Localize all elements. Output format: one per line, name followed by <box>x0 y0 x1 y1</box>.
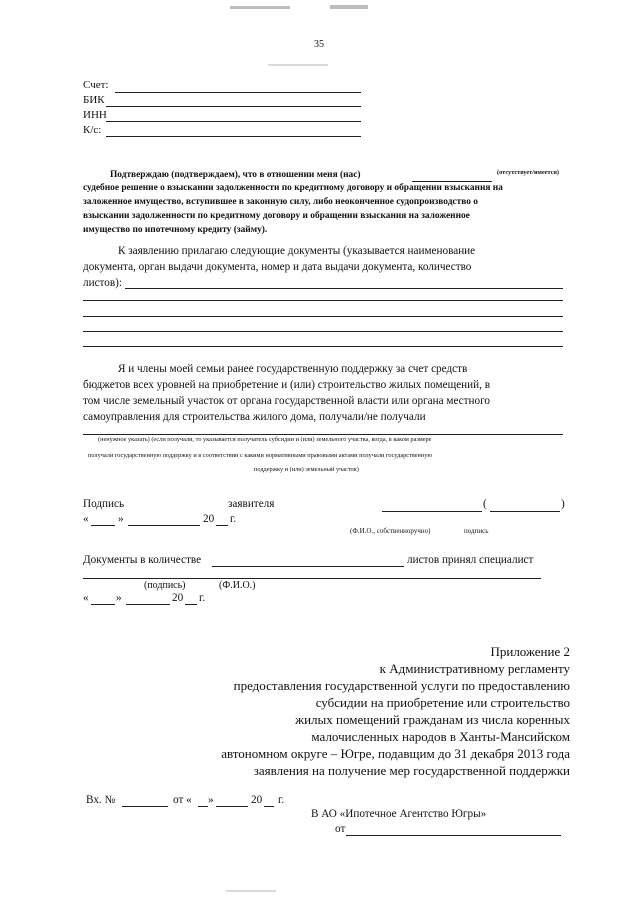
signature-fio-note: (Ф.И.О., собственноручно) <box>350 527 431 535</box>
signature-podpis: Подпись <box>83 498 125 510</box>
appendix-line: малочисленных народов в Ханты-Мансийском <box>311 729 570 744</box>
documents-line-blank[interactable] <box>83 346 563 347</box>
footer-vx: Вх. № <box>86 794 116 806</box>
signature-date-open: « <box>83 513 89 525</box>
account-line-inn[interactable] <box>106 121 361 122</box>
signature-bracket-close: ) <box>561 498 565 510</box>
signature-month-line[interactable] <box>128 525 200 526</box>
documents-line: листов): <box>83 277 122 289</box>
received-fio-note: (Ф.И.О.) <box>219 580 256 591</box>
support-line: бюджетов всех уровней на приобретение и (или) строительство жилых помещений, в <box>83 379 490 391</box>
appendix-line: заявления на получение мер государственной поддержки <box>253 763 570 778</box>
confirm-lead: Подтверждаю (подтверждаем), что в отношении меня (нас) <box>110 170 361 180</box>
received-lead: Документы в количестве <box>83 554 202 566</box>
signature-name-line[interactable] <box>490 511 560 512</box>
received-specialist-line[interactable] <box>83 578 541 579</box>
documents-line-blank[interactable] <box>83 300 563 301</box>
signature-day-line[interactable] <box>91 525 115 526</box>
account-label-bik: БИК <box>83 94 105 106</box>
account-line-ks[interactable] <box>106 136 361 137</box>
received-month-line[interactable] <box>126 604 170 605</box>
support-note: (ненужное указать) (если получали, то указывается получатель субсидии и (или) земельного участка, когда, в каком размере <box>98 436 432 443</box>
footer-month-line[interactable] <box>216 806 248 807</box>
documents-line-blank[interactable] <box>83 316 563 317</box>
received-year: 20 <box>172 592 184 604</box>
signature-g: г. <box>230 513 237 525</box>
received-count-line[interactable] <box>212 566 404 567</box>
confirm-line: имущество по ипотечному кредиту (займу). <box>83 225 268 235</box>
page-number: 35 <box>314 39 324 50</box>
footer-year-line[interactable] <box>264 806 274 807</box>
scan-artifact <box>230 6 290 9</box>
received-g: г. <box>199 592 206 604</box>
signature-bracket-open: ( <box>483 498 487 510</box>
account-label-inn: ИНН <box>83 109 107 121</box>
account-label-ks: К/с: <box>83 124 102 136</box>
footer-from-line[interactable] <box>346 835 561 836</box>
confirm-line: заложенное имущество, вступившее в законную силу, либо неоконченное судопроизводство о <box>83 197 478 207</box>
signature-podpis-note: подпись <box>464 527 489 535</box>
appendix-line: жилых помещений гражданам из числа коренных <box>295 712 570 727</box>
support-blank-line[interactable] <box>83 434 563 435</box>
scan-artifact <box>268 64 328 66</box>
account-line-bik[interactable] <box>106 106 361 107</box>
support-line: самоуправления для строительства жилого дома, получали/не получали <box>83 411 426 423</box>
appendix-line: предоставления государственной услуги по предоставлению <box>233 678 570 693</box>
documents-line: К заявлению прилагаю следующие документы (указывается наименование <box>118 245 476 257</box>
footer-vx-line[interactable] <box>122 806 168 807</box>
footer-addressee: В АО «Ипотечное Агентство Югры» <box>311 808 487 820</box>
account-label-schet: Счет: <box>83 79 109 91</box>
footer-year: 20 <box>251 794 263 806</box>
signature-year-line[interactable] <box>216 525 228 526</box>
documents-line: документа, орган выдачи документа, номер и дата выдачи документа, количество <box>83 261 472 273</box>
received-tail: листов принял специалист <box>407 554 534 566</box>
footer-g: г. <box>278 794 285 806</box>
appendix-line: Приложение 2 <box>490 644 570 659</box>
received-date-close: » <box>116 592 122 604</box>
scan-artifact <box>330 5 368 9</box>
support-note: получали государственную поддержку и в соответствии с какими нормативными правовыми актами получали государственную <box>88 452 433 459</box>
footer-day-line[interactable] <box>198 806 208 807</box>
scan-artifact <box>226 890 276 892</box>
signature-date-close: » <box>118 513 124 525</box>
confirm-note: (отсутствует/имеется) <box>497 169 560 176</box>
signature-year: 20 <box>203 513 215 525</box>
footer-ot: от « <box>173 794 192 806</box>
received-day-line[interactable] <box>91 604 115 605</box>
footer-quote-close: » <box>208 794 214 806</box>
confirm-line: судебное решение о взыскании задолженности по кредитному договору и обращении взыскания на <box>83 183 503 193</box>
support-note: поддержку и (или) земельный участок) <box>254 466 359 473</box>
support-line: Я и члены моей семьи ранее государственную поддержку за счет средств <box>118 363 468 375</box>
account-line-schet[interactable] <box>115 92 361 93</box>
confirm-line: взыскании задолженности по кредитному договору и обращении взыскания на заложенное <box>83 211 470 221</box>
documents-line-blank[interactable] <box>83 331 563 332</box>
signature-zayavitelya: заявителя <box>228 498 275 510</box>
documents-line-blank[interactable] <box>125 288 563 289</box>
support-line: том числе земельный участок от органа государственной власти или органа местного <box>83 395 491 407</box>
received-date-open: « <box>83 592 89 604</box>
appendix-line: субсидии на приобретение или строительство <box>315 695 570 710</box>
received-podpis-note: (подпись) <box>144 580 186 591</box>
received-year-line[interactable] <box>185 604 197 605</box>
footer-ot2: от <box>335 823 346 835</box>
appendix-line: к Административному регламенту <box>379 661 570 676</box>
signature-line[interactable] <box>382 511 482 512</box>
appendix-line: автономном округе – Югре, подавщим до 31 декабря 2013 года <box>221 746 570 761</box>
